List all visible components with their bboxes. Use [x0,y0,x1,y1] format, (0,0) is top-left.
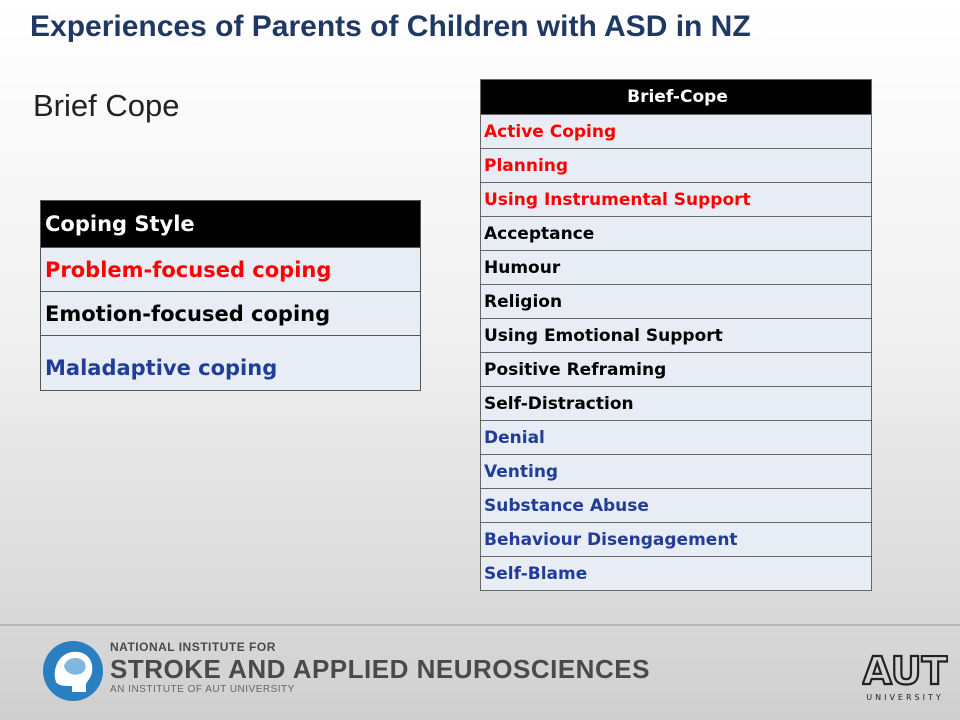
table-row [481,557,872,591]
table-row [481,217,872,251]
coping-style-cell: Maladaptive coping [41,336,421,391]
table-row [481,149,872,183]
brief-cope-cell: Using Emotional Support [481,319,872,353]
brief-cope-table [480,79,872,591]
brief-cope-cell: Substance Abuse [481,489,872,523]
table-row [481,319,872,353]
institute-line2: STROKE AND APPLIED NEUROSCIENCES [110,654,650,684]
table-row [481,489,872,523]
table-row [41,292,421,336]
slide-title: Experiences of Parents of Children with ASD in NZ [30,10,751,43]
coping-style-header-row [41,201,421,248]
brief-cope-cell: Active Coping [481,115,872,149]
coping-style-header: Coping Style [41,201,421,248]
table-row [481,115,872,149]
brief-cope-cell: Self-Blame [481,557,872,591]
aut-logo-text: AUT [862,649,948,693]
brief-cope-cell: Planning [481,149,872,183]
brief-cope-cell: Behaviour Disengagement [481,523,872,557]
table-row [481,455,872,489]
brief-cope-cell: Venting [481,455,872,489]
table-row [481,285,872,319]
brief-cope-cell: Acceptance [481,217,872,251]
footer-divider [0,624,960,626]
coping-style-cell: Emotion-focused coping [41,292,421,336]
institute-line3: AN INSTITUTE OF AUT UNIVERSITY [110,684,295,695]
brain-head-logo-icon [42,640,104,702]
table-row [481,387,872,421]
brief-cope-header: Brief-Cope [481,80,872,115]
brief-cope-cell: Denial [481,421,872,455]
coping-style-table [40,200,421,391]
coping-style-cell: Problem-focused coping [41,248,421,292]
table-row [481,421,872,455]
institute-name [110,640,650,695]
table-row [41,248,421,292]
table-row [481,523,872,557]
brief-cope-cell: Positive Reframing [481,353,872,387]
institute-line1: NATIONAL INSTITUTE FOR [110,640,276,654]
slide-subtitle: Brief Cope [33,88,180,123]
brief-cope-cell: Religion [481,285,872,319]
table-row [481,251,872,285]
aut-university-logo [862,644,948,704]
table-row [41,336,421,391]
brief-cope-cell: Using Instrumental Support [481,183,872,217]
table-row [481,183,872,217]
brief-cope-cell: Self-Distraction [481,387,872,421]
table-row [481,353,872,387]
brief-cope-header-row [481,80,872,115]
aut-logo-subtext: UNIVERSITY [866,693,944,702]
brief-cope-cell: Humour [481,251,872,285]
